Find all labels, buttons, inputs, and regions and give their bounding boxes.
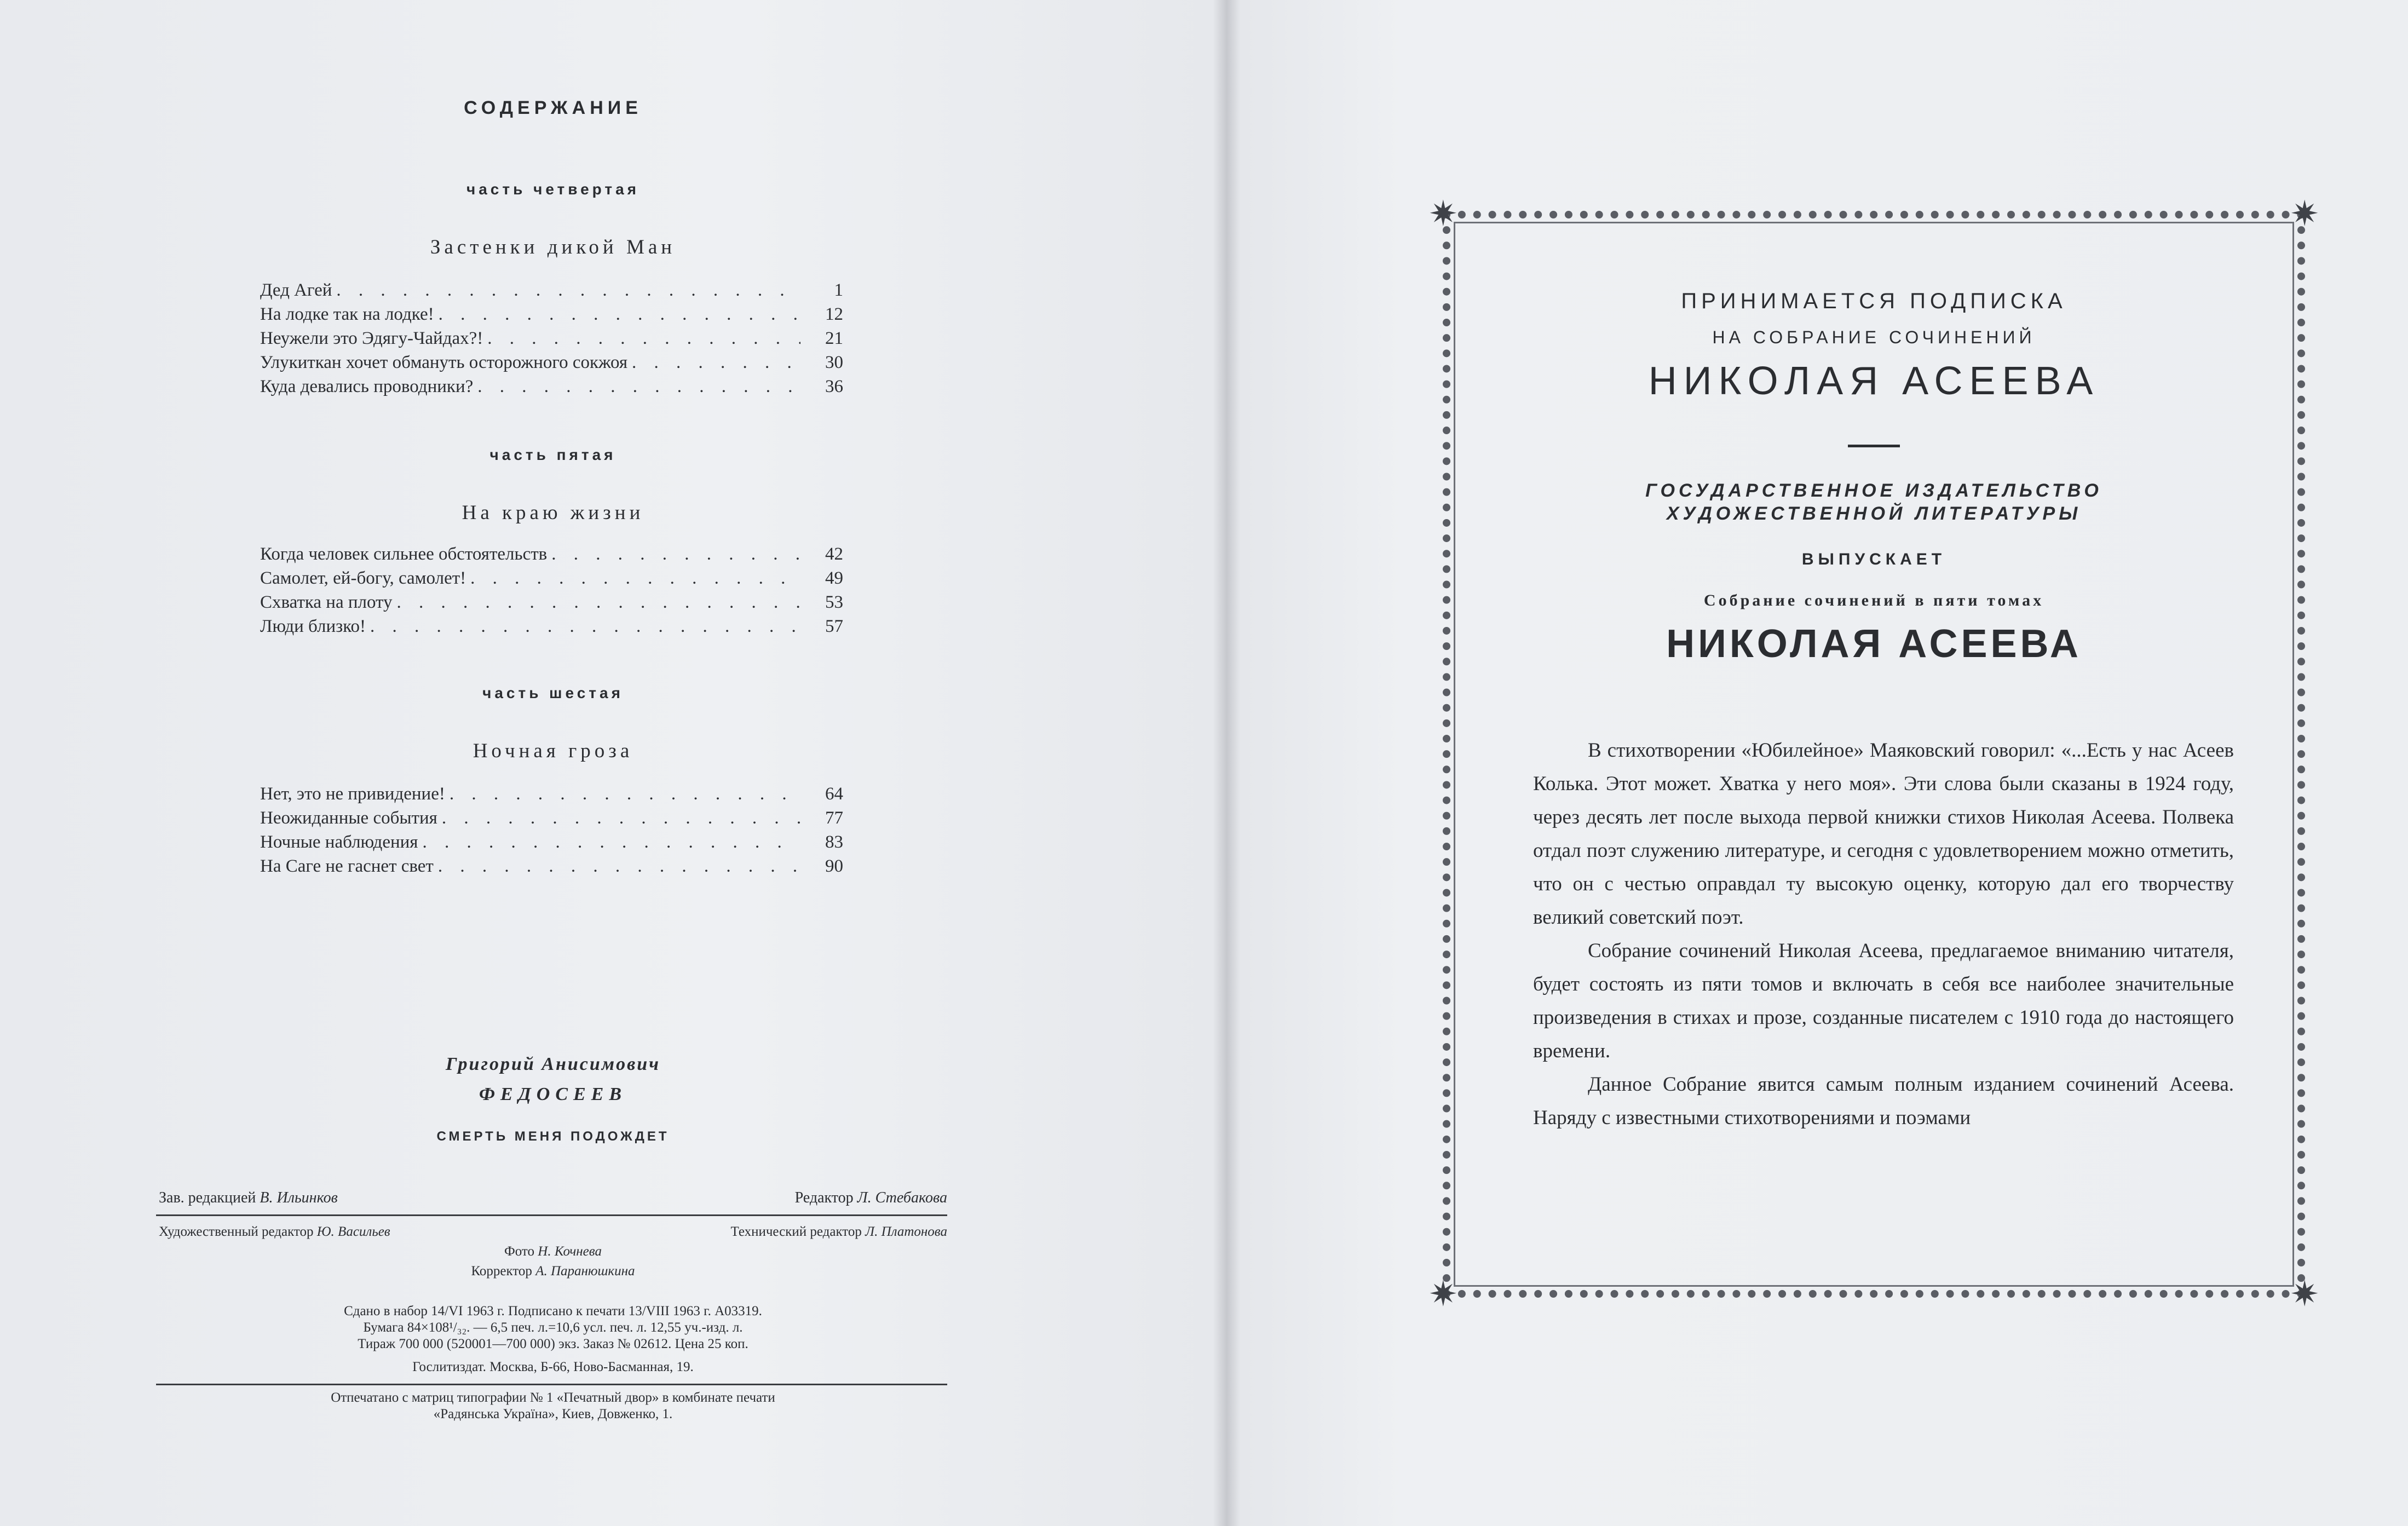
star-ornament-icon: ✷ bbox=[2290, 1274, 2319, 1315]
toc-list bbox=[260, 782, 843, 878]
imprint-staff bbox=[159, 1224, 947, 1240]
toc-entry-title: Куда девались проводники? bbox=[260, 377, 474, 396]
toc-entry bbox=[260, 375, 843, 399]
toc-leader-dots bbox=[450, 782, 800, 806]
publisher-line: ХУДОЖЕСТВЕННОЙ ЛИТЕРАТУРЫ bbox=[1666, 503, 2082, 524]
toc-leader-dots bbox=[438, 854, 800, 878]
toc-entry bbox=[260, 326, 843, 350]
toc-leader-dots bbox=[370, 614, 800, 638]
toc-entry-page: 42 bbox=[825, 544, 843, 564]
photo-credit: Фото Н. Кочнева bbox=[504, 1244, 602, 1259]
toc-leader-dots bbox=[632, 350, 800, 375]
part-title: На краю жизни bbox=[462, 502, 644, 524]
toc-entry-title: Улукиткан хочет обмануть осторожного сокжоя bbox=[260, 353, 628, 372]
description-text bbox=[1533, 734, 2234, 1135]
toc-entry-title: Когда человек сильнее обстоятельств bbox=[260, 544, 548, 564]
toc-entry-page: 83 bbox=[825, 832, 843, 852]
printer-divider bbox=[156, 1384, 947, 1385]
toc-entry bbox=[260, 350, 843, 375]
publisher-line: ГОСУДАРСТВЕННОЕ ИЗДАТЕЛЬСТВО bbox=[1645, 480, 2102, 501]
toc-entry bbox=[260, 614, 843, 638]
pubinfo-line: Тираж 700 000 (520001—700 000) экз. Заказ № 02612. Цена 25 коп. bbox=[358, 1337, 748, 1351]
toc-entry-title: Неожиданные события bbox=[260, 808, 437, 828]
toc-entry-title: На лодке так на лодке! bbox=[260, 304, 434, 324]
imprint-divider bbox=[156, 1214, 947, 1216]
toc-leader-dots bbox=[470, 566, 800, 590]
star-ornament-icon: ✷ bbox=[1428, 1274, 1458, 1315]
star-ornament-icon: ✷ bbox=[2290, 194, 2319, 234]
corrector-credit: Корректор А. Паранюшкина bbox=[471, 1264, 635, 1279]
toc-entry-title: Самолет, ей-богу, самолет! bbox=[260, 568, 466, 588]
collection-label: Собрание сочинений в пяти томах bbox=[1703, 591, 2044, 609]
toc-entry bbox=[260, 278, 843, 302]
heading-divider bbox=[1848, 445, 1900, 447]
toc-entry-title: Нет, это не привидение! bbox=[260, 784, 445, 804]
subscription-subheading: НА СОБРАНИЕ СОЧИНЕНИЙ bbox=[1712, 327, 2036, 347]
poet-name-main: НИКОЛАЯ АСЕЕВА bbox=[1666, 622, 2082, 666]
toc-entry-page: 12 bbox=[825, 304, 843, 324]
imprint-editors bbox=[159, 1189, 947, 1207]
star-ornament-icon: ✷ bbox=[1428, 194, 1458, 234]
toc-entry-page: 90 bbox=[825, 856, 843, 876]
book-title: СМЕРТЬ МЕНЯ ПОДОЖДЕТ bbox=[436, 1129, 670, 1144]
toc-entry-page: 57 bbox=[825, 617, 843, 636]
issues-label: ВЫПУСКАЕТ bbox=[1801, 550, 1946, 568]
author-surname: ФЕДОСЕЕВ bbox=[479, 1084, 627, 1104]
description-paragraph: В стихотворении «Юбилейное» Маяковский говорил: «...Есть у нас Асеев Колька. Этот может. Хватка у него моя». Эти слова были сказаны в 1924 году, через десять лет после выхода первой книжки стихов Николая Асеева. Полвека отдал поэт служению литературе, и сегодня с удовлетворением можно отметить, что он с честью оправдал ту высокую оценку, которую дал его творчеству великий советский поэт. bbox=[1533, 739, 2234, 929]
toc-entry-page: 36 bbox=[825, 377, 843, 396]
book-gutter bbox=[1213, 0, 1240, 1526]
toc-entry bbox=[260, 854, 843, 878]
toc-entry-page: 64 bbox=[825, 784, 843, 804]
publisher-name bbox=[1445, 479, 2302, 525]
toc-entry-page: 77 bbox=[825, 808, 843, 828]
toc-title: СОДЕРЖАНИЕ bbox=[464, 97, 642, 118]
part-label: часть пятая bbox=[489, 446, 617, 463]
toc-list bbox=[260, 278, 843, 399]
publisher-address: Гослитиздат. Москва, Б-66, Ново-Басманная, 19. bbox=[412, 1360, 694, 1374]
editor: Редактор Л. Стебакова bbox=[794, 1189, 947, 1206]
toc-entry-page: 30 bbox=[825, 353, 843, 372]
toc-entry-page: 49 bbox=[825, 568, 843, 588]
description-paragraph: Данное Собрание явится самым полным изданием сочинений Асеева. Наряду с известными стихотворениями и поэмами bbox=[1533, 1073, 2234, 1129]
printer-line: Отпечатано с матриц типографии № 1 «Печатный двор» в комбинате печати bbox=[331, 1390, 775, 1405]
toc-entry bbox=[260, 302, 843, 326]
subscription-heading: ПРИНИМАЕТСЯ ПОДПИСКА bbox=[1681, 289, 2067, 313]
toc-entry-title: Люди близко! bbox=[260, 617, 366, 636]
part-title: Ночная гроза bbox=[473, 740, 633, 762]
toc-entry-page: 21 bbox=[825, 329, 843, 348]
printer-line: «Радянська Україна», Киев, Довженко, 1. bbox=[433, 1407, 673, 1421]
toc-entry bbox=[260, 806, 843, 830]
toc-entry-page: 53 bbox=[825, 592, 843, 612]
toc-leader-dots bbox=[422, 830, 800, 854]
toc-leader-dots bbox=[551, 542, 800, 566]
toc-list bbox=[260, 542, 843, 638]
description-paragraph: Собрание сочинений Николая Асеева, предлагаемое вниманию читателя, будет состоять из пяти томов и включать в себя все наиболее значительные произведения в стихах и прозе, созданные писателем с 1910 года до настоящего времени. bbox=[1533, 940, 2234, 1062]
part-title: Застенки дикой Ман bbox=[430, 236, 676, 258]
toc-entry-title: Неужели это Эдягу-Чайдах?! bbox=[260, 329, 483, 348]
toc-entry-page: 1 bbox=[834, 280, 843, 300]
pubinfo-line: Бумага 84×108¹/₃₂. — 6,5 печ. л.=10,6 усл. печ. л. 12,55 уч.-изд. л. bbox=[363, 1320, 743, 1335]
publication-info bbox=[159, 1303, 947, 1352]
author-name: Григорий Анисимович bbox=[445, 1054, 661, 1074]
toc-leader-dots bbox=[477, 375, 800, 399]
toc-entry-title: Схватка на плоту bbox=[260, 592, 393, 612]
printer-info bbox=[159, 1390, 947, 1423]
toc-entry bbox=[260, 590, 843, 614]
toc-entry bbox=[260, 782, 843, 806]
part-label: часть четвертая bbox=[466, 181, 640, 198]
head-editor: Зав. редакцией В. Ильинков bbox=[159, 1189, 338, 1206]
toc-leader-dots bbox=[336, 278, 800, 302]
toc-leader-dots bbox=[397, 590, 800, 614]
toc-entry bbox=[260, 830, 843, 854]
art-editor: Художественный редактор Ю. Васильев bbox=[159, 1224, 390, 1239]
toc-leader-dots bbox=[439, 302, 800, 326]
pubinfo-line: Сдано в набор 14/VI 1963 г. Подписано к печати 13/VIII 1963 г. А03319. bbox=[344, 1304, 762, 1318]
toc-entry bbox=[260, 542, 843, 566]
toc-leader-dots bbox=[442, 806, 800, 830]
tech-editor: Технический редактор Л. Платонова bbox=[730, 1224, 947, 1239]
toc-leader-dots bbox=[487, 326, 800, 350]
toc-entry-title: Дед Агей bbox=[260, 280, 332, 300]
toc-entry-title: На Саге не гаснет свет bbox=[260, 856, 434, 876]
poet-name-heading: НИКОЛАЯ АСЕЕВА bbox=[1648, 359, 2100, 403]
toc-entry bbox=[260, 566, 843, 590]
toc-entry-title: Ночные наблюдения bbox=[260, 832, 418, 852]
part-label: часть шестая bbox=[482, 684, 624, 701]
